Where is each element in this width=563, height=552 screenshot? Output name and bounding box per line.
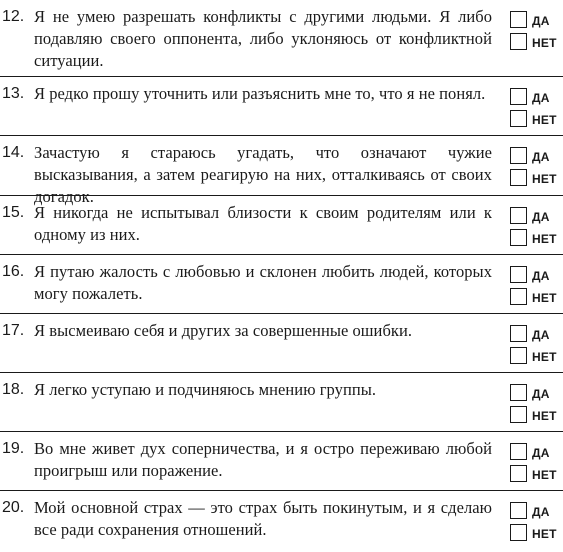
yes-label: ДА [532, 269, 550, 283]
yes-option[interactable] [510, 146, 550, 164]
question-row [0, 255, 563, 314]
question-row [0, 136, 563, 206]
no-option[interactable] [510, 109, 557, 127]
yes-checkbox[interactable] [510, 147, 527, 164]
no-label: НЕТ [532, 232, 557, 246]
question-number: 20. [2, 499, 25, 516]
no-checkbox[interactable] [510, 524, 527, 541]
no-option[interactable] [510, 464, 557, 482]
yes-checkbox[interactable] [510, 207, 527, 224]
yes-checkbox[interactable] [510, 325, 527, 342]
question-text: Я редко прошу уточнить или разъяснить мне то, что я не понял. [34, 84, 486, 103]
question-number: 13. [2, 85, 25, 102]
yes-label: ДА [532, 150, 550, 164]
question-row [0, 77, 563, 136]
no-label: НЕТ [532, 527, 557, 541]
no-option[interactable] [510, 523, 557, 541]
yes-option[interactable] [510, 501, 550, 519]
no-label: НЕТ [532, 468, 557, 482]
yes-checkbox[interactable] [510, 266, 527, 283]
yes-option[interactable] [510, 265, 550, 283]
question-text: Я высмеиваю себя и других за совершенные ошибки. [34, 321, 413, 340]
question-row [0, 491, 563, 552]
no-option[interactable] [510, 228, 557, 246]
yes-label: ДА [532, 505, 550, 519]
yes-checkbox[interactable] [510, 443, 527, 460]
no-checkbox[interactable] [510, 288, 527, 305]
no-label: НЕТ [532, 36, 557, 50]
no-option[interactable] [510, 32, 557, 50]
yes-option[interactable] [510, 10, 550, 28]
no-option[interactable] [510, 346, 557, 364]
question-row [0, 196, 563, 255]
yes-option[interactable] [510, 206, 550, 224]
no-checkbox[interactable] [510, 465, 527, 482]
question-text: Зачастую я стараюсь угадать, что означают чужие высказывания, а затем реагирую на них, отталкиваясь от своих догадок. [34, 143, 492, 206]
question-number: 16. [2, 263, 25, 280]
question-text: Я никогда не испытывал близости к своим родителям или к одному из них. [34, 203, 492, 244]
question-row [0, 432, 563, 491]
yes-label: ДА [532, 446, 550, 460]
no-label: НЕТ [532, 409, 557, 423]
yes-label: ДА [532, 387, 550, 401]
yes-option[interactable] [510, 442, 550, 460]
no-checkbox[interactable] [510, 110, 527, 127]
yes-label: ДА [532, 14, 550, 28]
question-text: Я путаю жалость с любовью и склонен любить людей, которых могу пожалеть. [34, 262, 492, 303]
no-checkbox[interactable] [510, 229, 527, 246]
no-checkbox[interactable] [510, 169, 527, 186]
question-number: 18. [2, 381, 25, 398]
question-number: 12. [2, 8, 25, 25]
question-number: 15. [2, 204, 25, 221]
no-option[interactable] [510, 168, 557, 186]
no-checkbox[interactable] [510, 406, 527, 423]
question-number: 17. [2, 322, 25, 339]
yes-checkbox[interactable] [510, 384, 527, 401]
question-row [0, 373, 563, 432]
question-number: 14. [2, 144, 25, 161]
yes-option[interactable] [510, 383, 550, 401]
no-label: НЕТ [532, 350, 557, 364]
question-number: 19. [2, 440, 25, 457]
no-option[interactable] [510, 287, 557, 305]
question-text: Во мне живет дух соперничества, и я остро переживаю любой проигрыш или поражение. [34, 439, 492, 480]
no-option[interactable] [510, 405, 557, 423]
yes-option[interactable] [510, 87, 550, 105]
yes-checkbox[interactable] [510, 88, 527, 105]
question-row [0, 0, 563, 77]
yes-checkbox[interactable] [510, 502, 527, 519]
yes-label: ДА [532, 91, 550, 105]
no-checkbox[interactable] [510, 33, 527, 50]
yes-option[interactable] [510, 324, 550, 342]
yes-checkbox[interactable] [510, 11, 527, 28]
yes-label: ДА [532, 328, 550, 342]
no-label: НЕТ [532, 172, 557, 186]
question-text: Я не умею разрешать конфликты с другими людьми. Я либо подавляю своего оппонента, либо уклоняюсь от конфликтной ситуации. [34, 7, 492, 70]
question-row [0, 314, 563, 373]
no-checkbox[interactable] [510, 347, 527, 364]
question-text: Я легко уступаю и подчиняюсь мнению группы. [34, 380, 377, 399]
question-text: Мой основной страх — это страх быть покинутым, и я сделаю все ради сохранения отношений. [34, 498, 492, 539]
no-label: НЕТ [532, 113, 557, 127]
yes-label: ДА [532, 210, 550, 224]
no-label: НЕТ [532, 291, 557, 305]
